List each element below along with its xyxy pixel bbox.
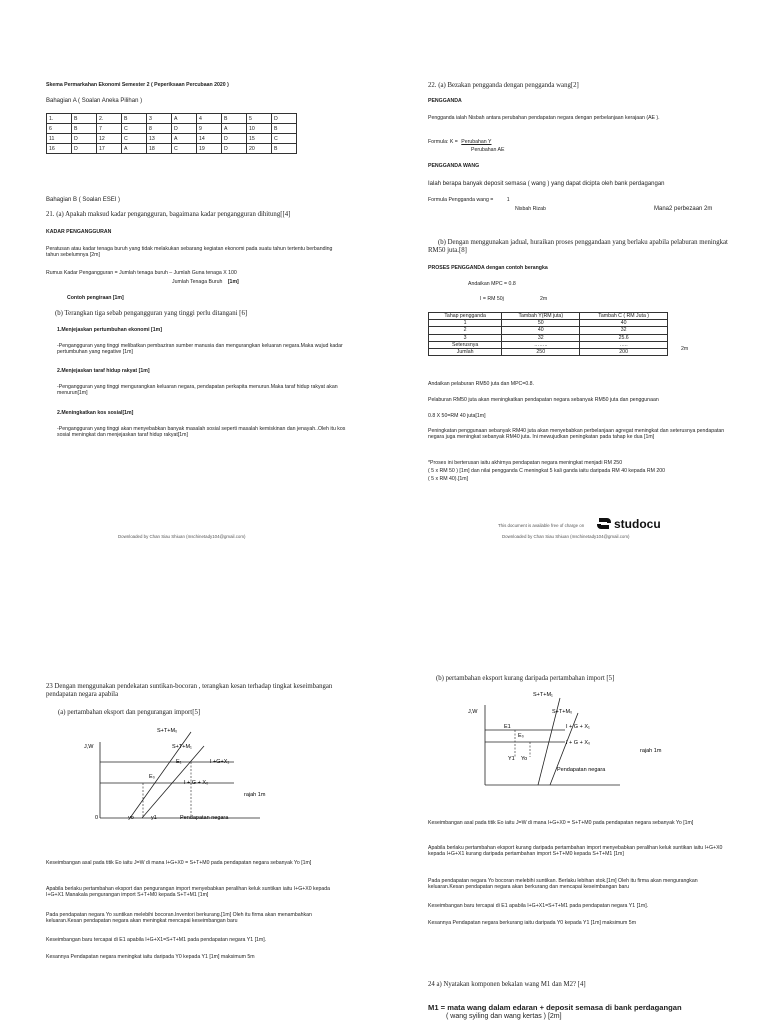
answer-cell: C xyxy=(172,144,197,154)
multiplier-table-row xyxy=(429,334,668,341)
answer-23a-line-2: Apabila berlaku pertambahan eksport dan pengurangan import menyebabkan peralihan keluk suntikan iaitu I+G+X0 kepada I+G+X1 Manakala pengurangan import S+T+M0 kepada S+T+M1 [1m] xyxy=(46,886,331,899)
download-footer-2: Downloaded by Chan Siau Shiuan (mschinetady104@gmail.com) xyxy=(502,534,630,539)
graph-23a-label-top: S+T+M₀ xyxy=(157,728,178,734)
question-24a: 24 a) Nyatakan komponen bekalan wang M1 dan M2? [4] xyxy=(428,981,586,988)
graph-23a-label-jw: J,W xyxy=(84,744,94,750)
answer-cell: 1. xyxy=(47,114,72,124)
answer-cell: 2. xyxy=(97,114,122,124)
answer-cell: B xyxy=(222,114,247,124)
graph-23b-label-stm1: S+T+M₁ xyxy=(533,692,553,698)
answer-cell: D xyxy=(172,124,197,134)
answer-cell: B xyxy=(272,124,297,134)
explanation-line-1: Andaikan pelaburan RM50 juta dan MPC=0.8. xyxy=(428,381,534,387)
mana2-mark: Mana2 perbezaan 2m xyxy=(654,206,713,212)
answer-cell: 6 xyxy=(47,124,72,134)
part-a-heading: Bahagian A ( Soalan Aneka Pilihan ) xyxy=(46,98,143,104)
studocu-brand-text: studocu xyxy=(614,516,661,531)
point-3-text: -Pengangguran yang tinggi akan menyebabkan banyak masalah sosial seperti masalah kemiskinan dan jenayah..Oleh itu kos sosial meningkat dan menjejaskan taraf hidup rakyat[1m] xyxy=(57,426,346,439)
pengganda-wang-numerator: 1 xyxy=(506,197,510,203)
formula-denominator-text: Jumlah Tenaga Buruh xyxy=(172,279,223,285)
graph-23b xyxy=(420,685,720,793)
answer-23b-line-3: Pada pendapatan negara Yo bocoran melebihi suntikan. Berlaku lebihan stok.[1m] Oleh itu firma akan mengurangkan keluaran.Kesan pendapatan negara akan berkurang dan mencapai keseimbangan baru xyxy=(428,878,698,891)
multiplier-table-header-cell: Tambah C ( RM Juta ) xyxy=(580,313,668,320)
m1-note: ( wang syiling dan wang kertas ) [2m] xyxy=(446,1013,562,1020)
graph-23b-label-yo: Yo xyxy=(521,756,528,762)
answer-cell: D xyxy=(222,134,247,144)
formula-k-numerator: Perubahan Y xyxy=(461,139,492,145)
pengganda-definition: Pengganda ialah Nisbah antara perubahan pendapatan negara dengan perbelanjaan kerajaan (AE ). xyxy=(428,115,660,121)
graph-23b-label-stm0: S+T+M₀ xyxy=(552,709,573,715)
answer-cell: C xyxy=(272,134,297,144)
answer-cell: D xyxy=(222,144,247,154)
m1-definition xyxy=(428,1003,682,1012)
answer-cell: 17 xyxy=(97,144,122,154)
graph-23a-label-ig0: I + G + X₀ xyxy=(184,780,209,786)
answer-cell: 9 xyxy=(197,124,222,134)
graph-23b-label-e0: E₀ xyxy=(518,733,524,739)
answer-23a-line-5: Kesannya Pendapatan negara meningkat iaitu daripada Y0 kepada Y1 [1m] maksimum 5m xyxy=(46,954,255,960)
formula-rumus: Rumus Kadar Pengangguran = Jumlah tenaga buruh – Jumlah Guna tenaga X 100 xyxy=(46,270,237,276)
multiplier-table-cell: 3 xyxy=(429,334,502,341)
answer-cell: 18 xyxy=(147,144,172,154)
graph-23a-label-x-axis: Pendapatan negara xyxy=(180,815,229,821)
graph-23b-label-rajah: rajah 1m xyxy=(640,748,662,754)
scheme-title: Skema Permarkahan Ekonomi Semester 2 ( Peperiksaan Percubaan 2020 ) xyxy=(46,82,229,88)
multiplier-table-cell: Jumlah xyxy=(429,349,502,356)
answer-cell: C xyxy=(122,134,147,144)
explanation-line-3: 0.8 X 50=RM 40 juta[1m] xyxy=(428,413,486,419)
multiplier-table-cell: Seterusnya xyxy=(429,341,502,348)
table-mark: 2m xyxy=(681,346,689,352)
multiplier-table-row xyxy=(429,320,668,327)
answer-cell: D xyxy=(72,134,97,144)
multiplier-table-cell: …….. xyxy=(502,341,580,348)
point-3-heading: 2.Meningkatkan kos sosial[1m] xyxy=(57,410,134,416)
graph-23a-label-zero: 0 xyxy=(95,815,99,821)
pengganda-wang-formula-label: Formula Pengganda wang = xyxy=(428,197,494,203)
answer-key-table xyxy=(46,113,297,154)
point-1-heading: 1.Menjejaskan pertumbuhan ekonomi [1m] xyxy=(57,327,162,333)
answer-cell: 14 xyxy=(197,134,222,144)
pengganda-wang-formula xyxy=(428,197,510,203)
question-23: 23 Dengan menggunakan pendekatan suntikan-bocoran , terangkan kesan terhadap tingkat keseimbangan pendapatan negara apabila xyxy=(46,683,333,698)
answer-cell: D xyxy=(72,144,97,154)
answer-row xyxy=(47,114,297,124)
formula-k-label: Formula: K = xyxy=(428,139,458,145)
multiplier-table-cell: 32 xyxy=(502,334,580,341)
graph-23a xyxy=(60,720,310,828)
explanation-line-2: Pelaburan RM50 juta akan meningkatkan pendapatan negara sebanyak RM50 juta dan penggunaan xyxy=(428,397,659,403)
answer-23b-line-4: Keseimbangan baru tercapai di E1 apabila I+G+X1=S+T+M1 pada pendapatan negara Y1 [1m]. xyxy=(428,903,649,909)
graph-23b-label-y1: Y1 xyxy=(508,756,515,762)
graph-23a-label-ig1: I +G+X₁ xyxy=(210,759,230,765)
answer-cell: B xyxy=(72,114,97,124)
question-23a: (a) pertambahan eksport dan pengurangan import[5] xyxy=(58,709,201,716)
m1-definition-text: M1 = mata wang dalam edaran + deposit semasa di bank perdagangan xyxy=(428,1003,682,1012)
multiplier-table-row xyxy=(429,327,668,334)
answer-cell: 16 xyxy=(47,144,72,154)
explanation-line-4: Peningkatan penggunaan sebanyak RM40 juta akan menyebabkan perbelanjaan agregat meningkat dan seterusnya pendapatan negara juga meningkat sebanyak RM40 juta. Ini mewujudkan peningkatan pada tahap ke dua [1m] xyxy=(428,428,725,441)
answer-cell: 3 xyxy=(147,114,172,124)
multiplier-table-cell: 250 xyxy=(502,349,580,356)
answer-cell: 11 xyxy=(47,134,72,144)
answer-cell: D xyxy=(272,114,297,124)
part-b-heading: Bahagian B ( Soalan ESEI ) xyxy=(46,197,121,203)
multiplier-table-header xyxy=(429,313,668,320)
heading-pengganda-wang: PENGGANDA WANG xyxy=(428,163,480,169)
graph-23a-label-yo: yo xyxy=(128,815,134,821)
formula-denominator xyxy=(172,279,239,285)
graph-23a-label-e1: E₁ xyxy=(176,759,182,765)
answer-cell: 13 xyxy=(147,134,172,144)
answer-cell: 10 xyxy=(247,124,272,134)
multiplier-table-cell: 40 xyxy=(580,320,668,327)
answer-cell: 4 xyxy=(197,114,222,124)
multiplier-table-cell: 200 xyxy=(580,349,668,356)
assume-mpc: Andaikan MPC = 0.8 xyxy=(468,281,516,287)
multiplier-table-header-cell: Tahap pengganda xyxy=(429,313,502,320)
multiplier-table-cell: 40 xyxy=(502,327,580,334)
investment-mark: 2m xyxy=(540,296,548,302)
answer-cell: A xyxy=(122,144,147,154)
heading-pengganda: PENGGANDA xyxy=(428,98,462,104)
answer-cell: A xyxy=(222,124,247,134)
download-footer-1: Downloaded by Chan Siau Shiuan (mschinetady104@gmail.com) xyxy=(118,534,246,539)
formula-k xyxy=(428,139,492,145)
graph-23b-label-jw: J,W xyxy=(468,709,478,715)
answer-cell: B xyxy=(272,144,297,154)
multiplier-table-cell: 1 xyxy=(429,320,502,327)
explanation-line-7: ( 5 x RM 40).[1m] xyxy=(428,476,469,482)
answer-23b-line-5: Kesannya Pendapatan negara berkurang iaitu daripada Y0 kepada Y1 [1m] maksimum 5m xyxy=(428,920,637,926)
question-22b: (b) Dengan menggunakan jadual, huraikan proses penggandaan yang berlaku apabila pelaburan meningkat RM50 juta.[8] xyxy=(428,239,728,254)
point-2-text: -Pengangguran yang tinggi mengurangkan keluaran negara, pendapatan perkapita menurun.Maka taraf hidup rakyat akan menurun[1m] xyxy=(57,384,338,397)
multiplier-table-cell: 2 xyxy=(429,327,502,334)
question-21b: (b) Terangkan tiga sebab pengangguran yang tinggi perlu ditangani [6] xyxy=(55,310,248,317)
question-21a: 21. (a) Apakah maksud kadar pengangguran, bagaimana kadar pengangguran dihitung[[4] xyxy=(46,211,291,218)
answer-cell: 15 xyxy=(247,134,272,144)
answer-cell: A xyxy=(172,134,197,144)
answer-cell: 20 xyxy=(247,144,272,154)
multiplier-table-cell: 50 xyxy=(502,320,580,327)
answer-cell: 7 xyxy=(97,124,122,134)
investment-value: I = RM 50j xyxy=(480,296,504,302)
studocu-logo-icon xyxy=(596,516,612,531)
explanation-line-6: ( 5 x RM 50 ) [1m] dan nilai pengganda C meningkat 5 kali ganda iaitu daripada RM 40 kepada RM 200 xyxy=(428,468,666,474)
answer-cell: B xyxy=(72,124,97,134)
answer-cell: 19 xyxy=(197,144,222,154)
graph-23a-label-y1: y1 xyxy=(151,815,157,821)
graph-23b-label-x-axis: Pendapatan negara xyxy=(557,767,606,773)
multiplier-table-row xyxy=(429,349,668,356)
pengganda-wang-definition: Ialah berapa banyak deposit semasa ( wang ) yang dapat dicipta oleh bank perdagangan xyxy=(428,181,665,187)
graph-23a-label-stm1: S+T+M₁ xyxy=(172,744,192,750)
point-2-heading: 2.Menjejaskan taraf hidup rakyat [1m] xyxy=(57,368,150,374)
answer-23a-line-3: Pada pendapatan negara Yo suntikan melebihi bocoran.Inventori berkurang.[1m] Oleh itu firma akan menambahkan keluaran.Kesan pendapatan negara akan meningkat mencapai keseimbangan baru xyxy=(46,912,312,925)
graph-23a-label-rajah: rajah 1m xyxy=(244,792,266,798)
multiplier-table-cell: 25.6 xyxy=(580,334,668,341)
graph-23b-label-ig0: I + G + X₀ xyxy=(566,740,591,746)
question-22a: 22. (a) Bezakan pengganda dengan pengganda wang[2] xyxy=(428,82,579,89)
formula-mark: [1m] xyxy=(227,279,239,285)
contoh-pengiraan: Contoh pengiraan [1m] xyxy=(67,295,124,301)
answer-cell: C xyxy=(122,124,147,134)
answer-23b-line-2: Apabila berlaku pertambahan eksport kurang daripada pertambahan import menyebabkan peralihan keluk suntikan iaitu I+G+X0 kepada I+G+X1 kurang daripada pertambahan import S+T+M0 kepada S+T+M1 [1m] xyxy=(428,845,723,858)
answer-cell: 5 xyxy=(247,114,272,124)
graph-23b-label-ig1: I + G + X₁ xyxy=(566,724,590,730)
answer-cell: A xyxy=(172,114,197,124)
answer-23a-line-1: Keseimbangan asal pada titik Eo iaitu J=W di mana I+G+X0 = S+T+M0 pada pendapatan negara sebanyak Yo [1m] xyxy=(46,860,312,866)
question-23b: (b) pertambahan eksport kurang daripada pertambahan import [5] xyxy=(436,675,615,682)
multiplier-table-header-cell: Tambah Y(RM juta) xyxy=(502,313,580,320)
answer-cell: 12 xyxy=(97,134,122,144)
heading-proses-pengganda: PROSES PENGGANDA dengan contoh berangka xyxy=(428,265,548,271)
multiplier-table-cell: 32 xyxy=(580,327,668,334)
answer-row xyxy=(47,134,297,144)
multiplier-table-row xyxy=(429,341,668,348)
answer-23a-line-4: Keseimbangan baru tercapai di E1 apabila I+G+X1=S+T+M1 pada pendapatan negara Y1 [1m]. xyxy=(46,937,267,943)
answer-cell: 8 xyxy=(147,124,172,134)
explanation-line-5: *Proses ini berterusan iaitu akhirnya pendapatan negara meningkat menjadi RM 250 xyxy=(428,460,623,466)
answer-cell: B xyxy=(122,114,147,124)
point-1-text: -Pengangguran yang tinggi melibatkan pembaziran sumber manusia dan mengurangkan keluaran negara.Maka wujud kadar pertumbuhan yang negative [1m] xyxy=(57,343,343,356)
free-notice: This document is available free of charge on xyxy=(498,523,585,528)
answer-23b-line-1: Keseimbangan asal pada titik Eo iaitu J=W di mana I+G+X0 = S+T+M0 pada pendapatan negara sebanyak Yo [1m] xyxy=(428,820,694,826)
graph-23a-label-e0: E₀ xyxy=(149,774,155,780)
answer-row xyxy=(47,124,297,134)
answer-row xyxy=(47,144,297,154)
heading-kadar-pengangguran: KADAR PENGANGGURAN xyxy=(46,229,112,235)
studocu-logo xyxy=(596,516,661,531)
pengganda-wang-denominator: Nisbah Rizab xyxy=(515,206,546,212)
multiplier-table-cell: ….. xyxy=(580,341,668,348)
formula-k-denominator: Perubahan AE xyxy=(471,147,505,153)
definition-text: Peratusan atau kadar tenaga buruh yang tidak melakukan sebarang kegiatan ekonomi pada suatu tahun tertentu berbanding tahun sebelumnya [2m] xyxy=(46,246,333,259)
graph-23b-label-e1: E1 xyxy=(504,724,511,730)
multiplier-table xyxy=(428,312,668,356)
